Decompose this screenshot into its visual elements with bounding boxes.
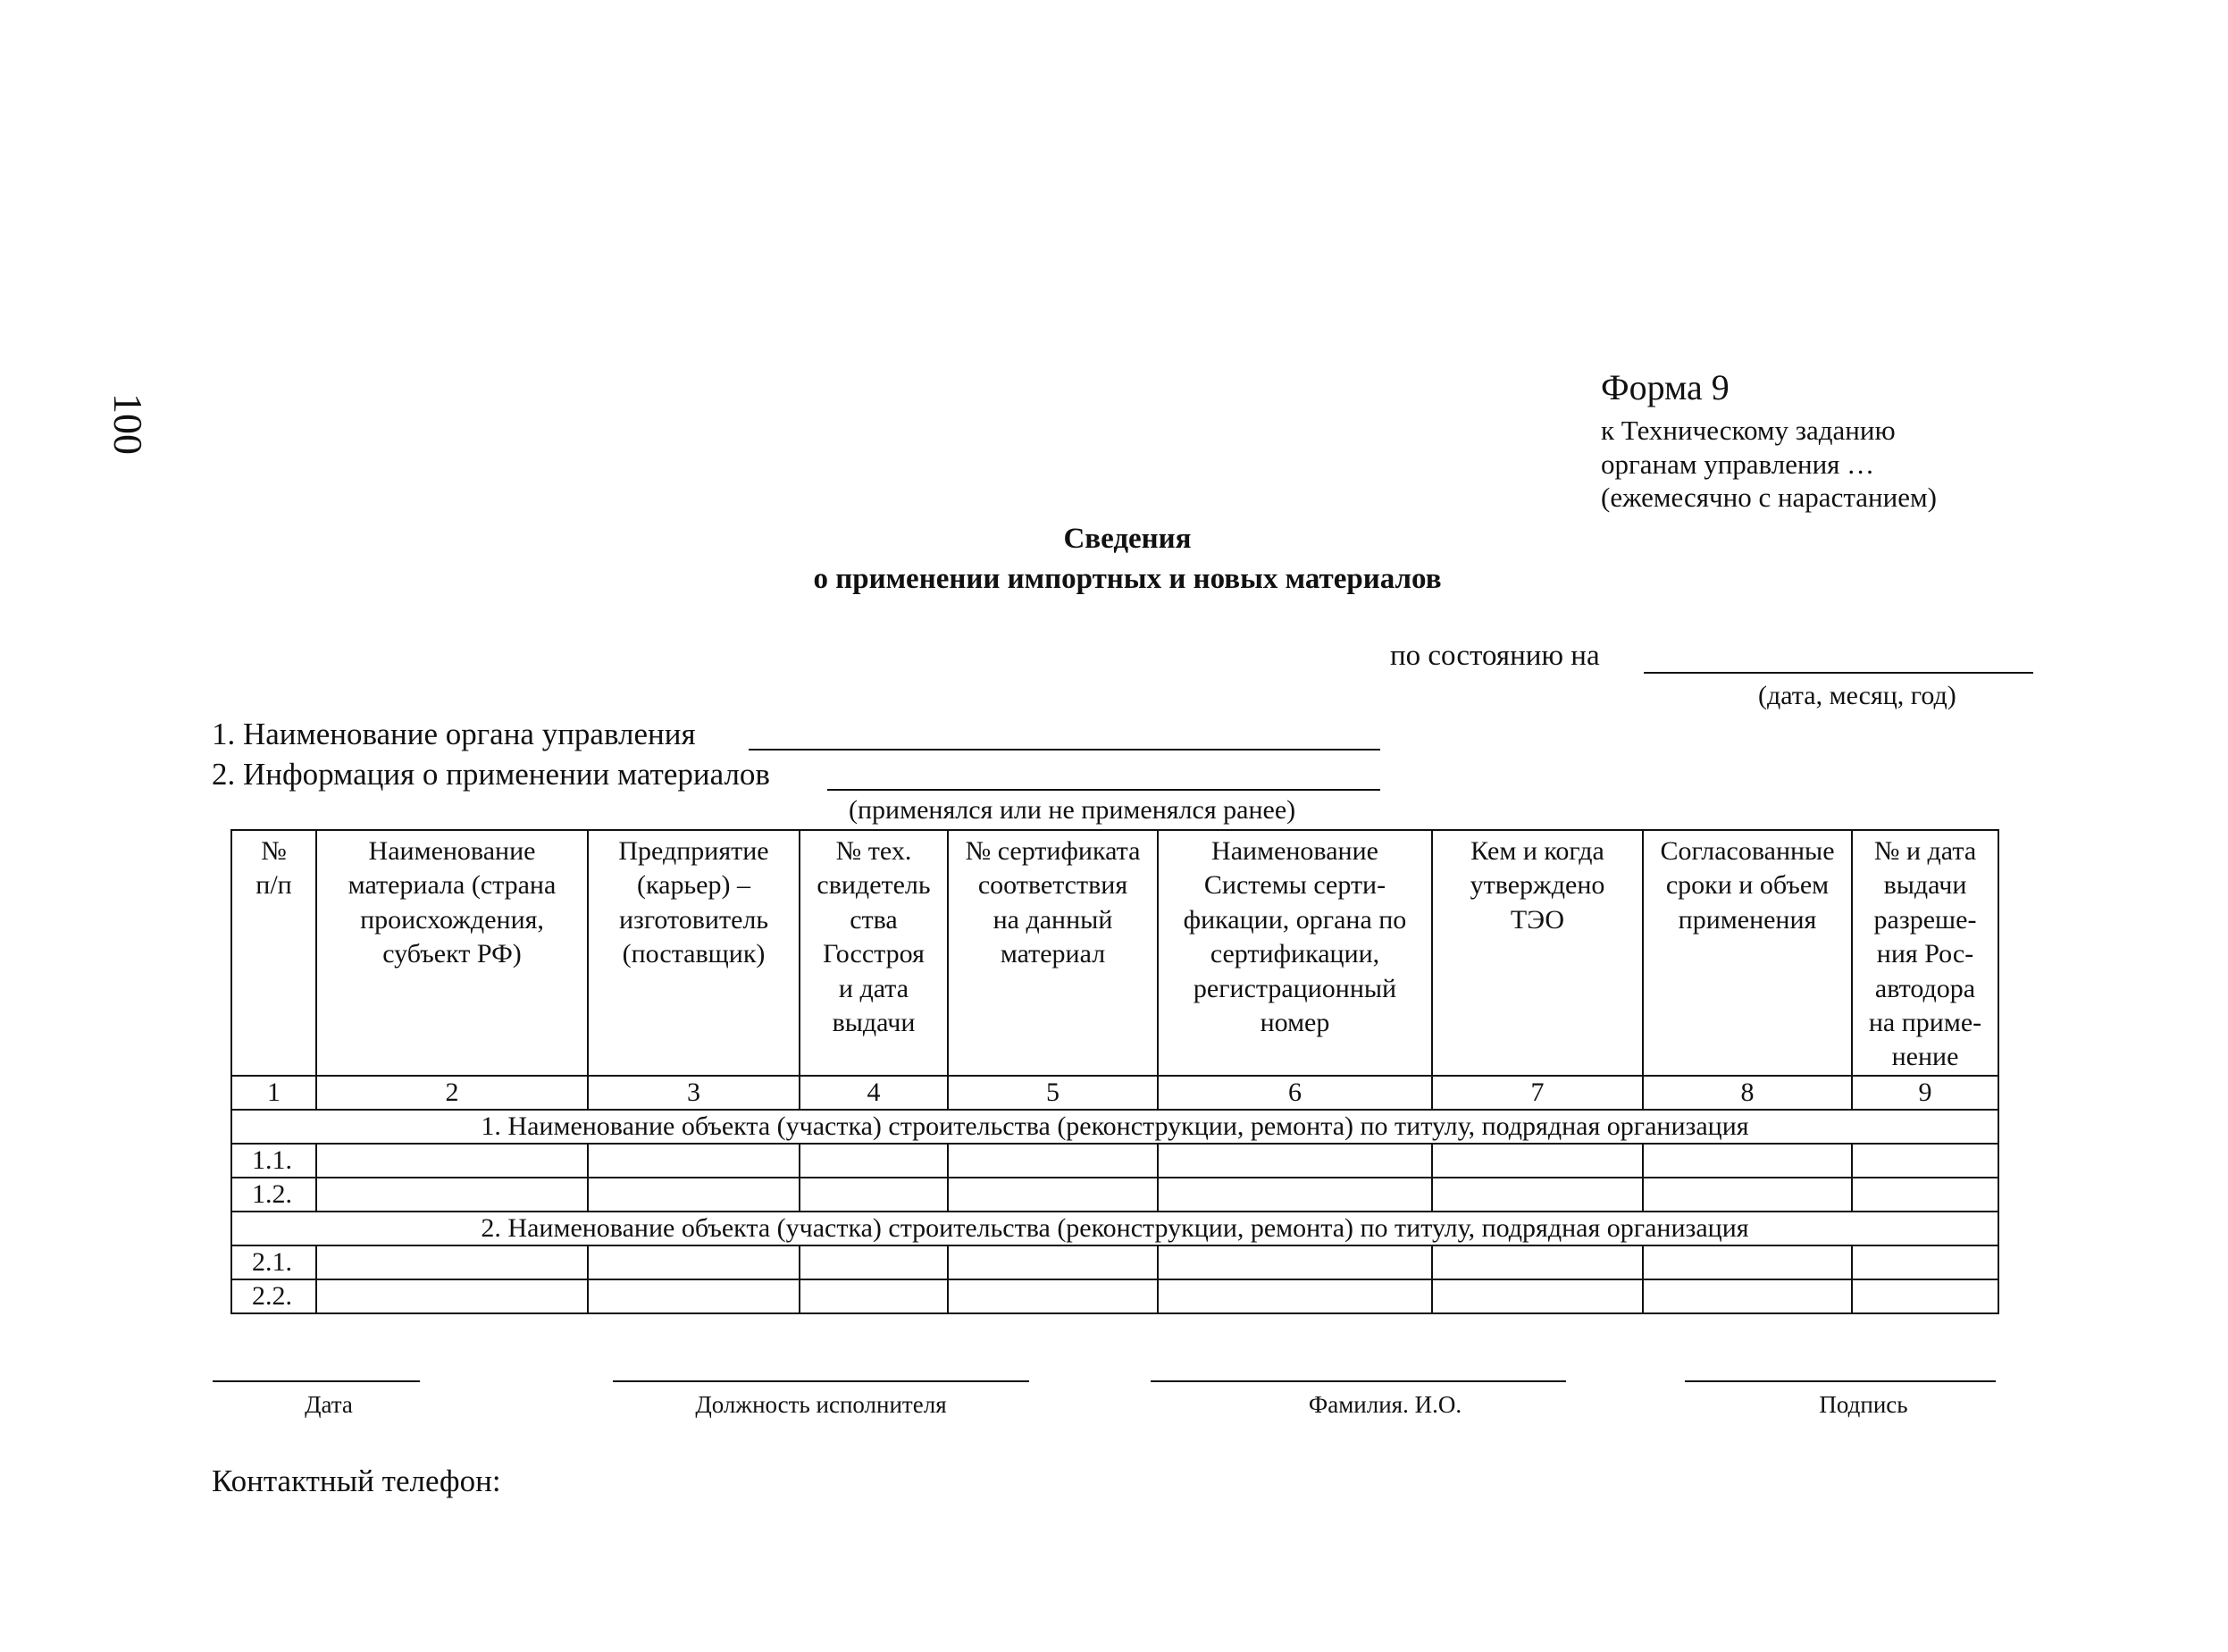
table-cell[interactable] [588,1178,800,1212]
row-number: 2.2. [231,1279,316,1313]
table-cell[interactable] [316,1178,588,1212]
table-cell[interactable] [1158,1279,1432,1313]
column-number: 5 [948,1076,1158,1110]
column-header: Согласованные сроки и объем применения [1643,830,1852,1076]
table-cell[interactable] [1158,1245,1432,1279]
column-number: 8 [1643,1076,1852,1110]
table-cell[interactable] [800,1178,948,1212]
table-header-row [231,830,1998,1076]
state-date-label: по состоянию на [1390,640,1600,672]
document-title: Сведения [1063,523,1192,555]
table-cell[interactable] [1432,1178,1643,1212]
table-cell[interactable] [1432,1144,1643,1178]
row-number: 1.2. [231,1178,316,1212]
materials-info-field[interactable] [827,789,1380,791]
table-row [231,1245,1998,1279]
column-header: № тех. свидетель ства Госстроя и дата выдачи [800,830,948,1076]
table-row [231,1279,1998,1313]
state-date-field[interactable] [1644,672,2033,674]
document-subtitle: о применении импортных и новых материалов [813,563,1442,595]
column-number: 1 [231,1076,316,1110]
form-title: Форма 9 [1601,367,1730,407]
contact-phone-label: Контактный телефон: [212,1463,501,1498]
table-cell[interactable] [1643,1279,1852,1313]
form-line: органам управления … [1601,448,1875,480]
column-number: 7 [1432,1076,1643,1110]
form-reference [1601,366,1937,515]
table-cell[interactable] [316,1245,588,1279]
table-row [231,1144,1998,1178]
column-header: Наименование материала (страна происхождения, субъект РФ) [316,830,588,1076]
table-cell[interactable] [588,1245,800,1279]
table-cell[interactable] [948,1144,1158,1178]
table-cell[interactable] [948,1178,1158,1212]
signature-line[interactable] [1685,1380,1996,1382]
authority-name-field[interactable] [749,749,1380,751]
column-number: 2 [316,1076,588,1110]
name-label: Фамилия. И.О. [1308,1391,1462,1418]
materials-info-hint: (применялся или не применялся ранее) [849,795,1296,825]
form-line: к Техническому заданию [1601,414,1896,446]
table-cell[interactable] [1852,1178,1998,1212]
state-date-hint: (дата, месяц, год) [1758,681,1956,710]
row-number: 1.1. [231,1144,316,1178]
section-row [231,1110,1998,1144]
table-cell[interactable] [316,1144,588,1178]
table-cell[interactable] [948,1279,1158,1313]
table-cell[interactable] [316,1279,588,1313]
materials-info-label: 2. Информация о применении материалов [212,757,770,792]
section-title: 2. Наименование объекта (участка) строительства (реконструкции, ремонта) по титулу, подрядная организация [231,1212,1998,1245]
table-cell[interactable] [1158,1144,1432,1178]
section-title: 1. Наименование объекта (участка) строительства (реконструкции, ремонта) по титулу, подрядная организация [231,1110,1998,1144]
table-cell[interactable] [948,1245,1158,1279]
signature-label: Подпись [1819,1391,1908,1418]
table-cell[interactable] [1643,1178,1852,1212]
date-label: Дата [305,1391,353,1418]
table-cell[interactable] [1643,1144,1852,1178]
column-number: 6 [1158,1076,1432,1110]
date-signature-line[interactable] [213,1380,420,1382]
authority-name-label: 1. Наименование органа управления [212,717,696,751]
materials-table [230,829,1999,1314]
table-cell[interactable] [1852,1279,1998,1313]
form-line: (ежемесячно с нарастанием) [1601,482,1937,514]
column-number: 9 [1852,1076,1998,1110]
position-signature-line[interactable] [613,1380,1029,1382]
row-number: 2.1. [231,1245,316,1279]
page-number: 100 [105,393,151,455]
table-cell[interactable] [800,1279,948,1313]
column-header: Наименование Системы серти- фикации, органа по сертификации, регистрационный номер [1158,830,1432,1076]
table-cell[interactable] [588,1279,800,1313]
table-cell[interactable] [800,1144,948,1178]
table-cell[interactable] [1852,1245,1998,1279]
table-cell[interactable] [1432,1279,1643,1313]
name-signature-line[interactable] [1151,1380,1566,1382]
table-row [231,1178,1998,1212]
column-header: № и дата выдачи разреше- ния Рос- автодора на приме- нение [1852,830,1998,1076]
column-number: 4 [800,1076,948,1110]
column-number-row [231,1076,1998,1110]
table-cell[interactable] [588,1144,800,1178]
column-header: № сертификата соответствия на данный материал [948,830,1158,1076]
column-header: Кем и когда утверждено ТЭО [1432,830,1643,1076]
column-number: 3 [588,1076,800,1110]
position-label: Должность исполнителя [695,1391,947,1418]
section-row [231,1212,1998,1245]
table-cell[interactable] [800,1245,948,1279]
column-header: Предприятие (карьер) – изготовитель (поставщик) [588,830,800,1076]
column-header: № п/п [231,830,316,1076]
table-cell[interactable] [1158,1178,1432,1212]
table-cell[interactable] [1432,1245,1643,1279]
table-cell[interactable] [1852,1144,1998,1178]
table-cell[interactable] [1643,1245,1852,1279]
